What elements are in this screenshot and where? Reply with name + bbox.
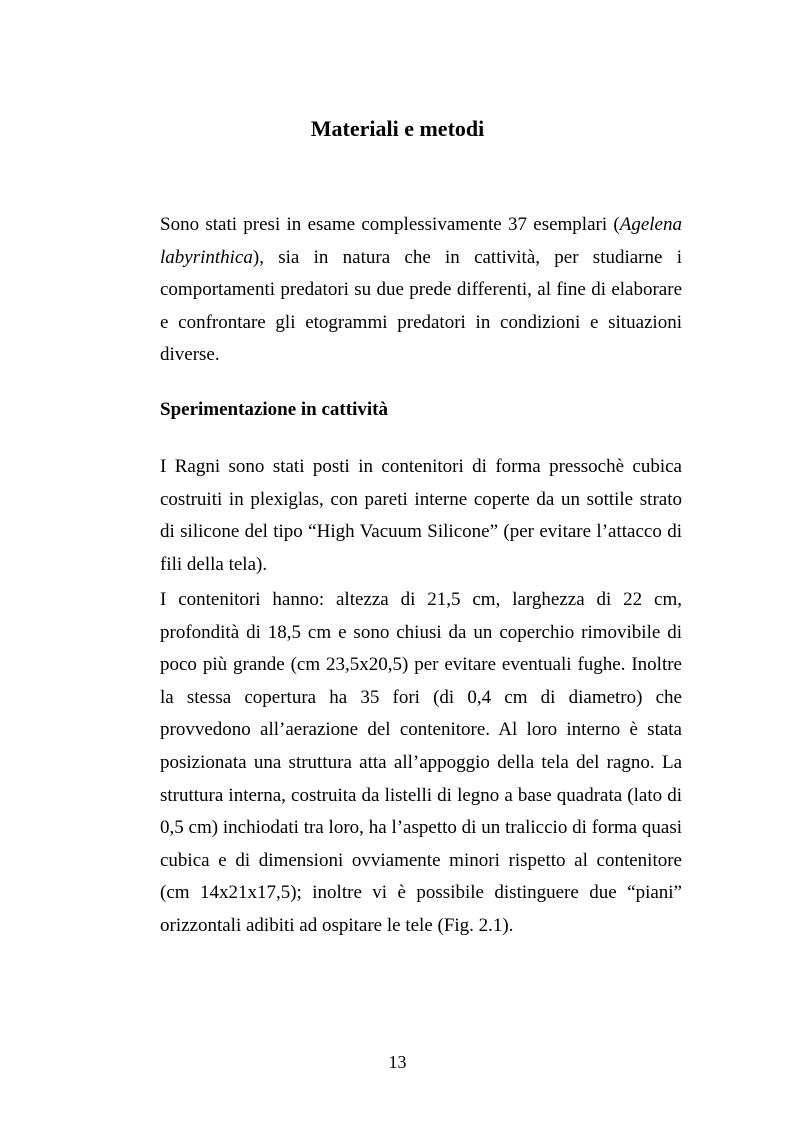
species-name: Agelena labyrinthica xyxy=(160,214,682,268)
chapter-title: Materiali e metodi xyxy=(310,116,485,141)
intro-text-start: Sono stati presi in esame complessivamente 37 esemplari ( xyxy=(160,214,620,235)
intro-text-end: ), sia in natura che in cattività, per studiarne i comportamenti predatori su due prede differenti, al fine di elaborare e confrontare gli etogrammi predatori in condizioni e situazioni diverse. xyxy=(160,246,682,366)
page-number: 13 xyxy=(388,1052,407,1072)
body-paragraph: I contenitori hanno: altezza di 21,5 cm, larghezza di 22 cm, profondità di 18,5 cm e sono chiusi da un coperchio rimovibile di poco più grande (cm 23,5x20,5) per evitare eventuali fughe. Inoltre la stessa copertura ha 35 fori (di 0,4 cm di diametro) che provvedono all’aerazione del contenitore. Al loro interno è stata posizionata una struttura atta all’appoggio della tela del ragno. La struttura interna, costruita da listelli di legno a base quadrata (lato di 0,5 cm) inchiodati tra loro, ha l’aspetto di un traliccio di forma quasi cubica e di dimensioni ovviamente minori rispetto al contenitore (cm 14x21x17,5); inoltre vi è possibile distinguere due “piani” orizzontali adibiti ad ospitare le tele (Fig. 2.1). xyxy=(160,589,682,936)
section-heading: Sperimentazione in cattività xyxy=(160,399,388,420)
intro-paragraph xyxy=(160,209,682,372)
body-paragraph: I Ragni sono stati posti in contenitori di forma pressochè cubica costruiti in plexiglas, con pareti interne coperte da un sottile strato di silicone del tipo “High Vacuum Silicone” (per evitare l’attacco di fili della tela). xyxy=(160,456,682,575)
